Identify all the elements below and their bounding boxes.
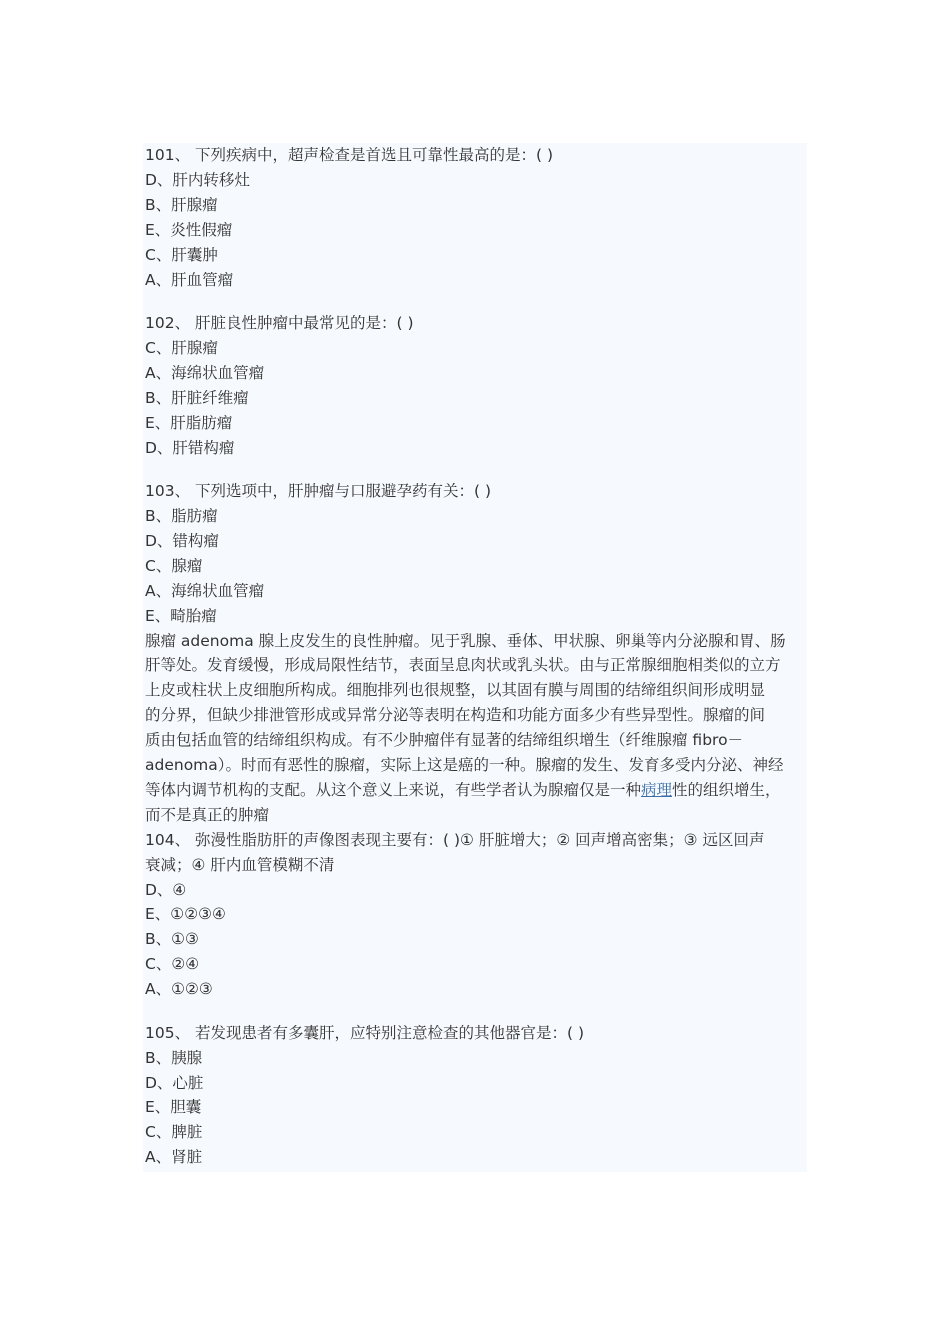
question-stem: 101、 下列疾病中，超声检查是首选且可靠性最高的是：( )	[145, 146, 554, 164]
option: B、脂肪瘤	[145, 506, 218, 525]
option: B、①③	[145, 930, 199, 949]
option: E、炎性假瘤	[145, 220, 233, 239]
option: A、肝血管瘤	[145, 270, 234, 289]
option: C、肝囊肿	[145, 245, 218, 264]
spacer	[145, 1002, 817, 1021]
spacer	[145, 460, 817, 479]
question-102	[145, 311, 817, 460]
question-stem: 102、 肝脏良性肿瘤中最常见的是：( )	[145, 314, 414, 333]
option: A、海绵状血管瘤	[145, 581, 265, 600]
option: C、脾脏	[145, 1123, 203, 1142]
question-104	[145, 828, 817, 1002]
spacer	[145, 292, 817, 311]
option: E、肝脂肪瘤	[145, 413, 233, 432]
option: B、胰腺	[145, 1048, 203, 1067]
pathology-link[interactable]: 病理	[641, 780, 673, 799]
option: B、肝脏纤维瘤	[145, 388, 249, 407]
option: E、畸胎瘤	[145, 606, 217, 625]
explanation-line: 的分界，但缺少排泄管形成或异常分泌等表明在构造和功能方面多少有些异型性。腺瘤的间	[145, 706, 766, 725]
explanation-line	[145, 778, 817, 803]
option: D、心脏	[145, 1073, 204, 1092]
explanation-line: 腺瘤 adenoma 腺上皮发生的良性肿瘤。见于乳腺、垂体、甲状腺、卵巢等内分泌腺和胃、肠	[145, 631, 786, 650]
option: C、②④	[145, 955, 200, 974]
option: B、肝腺瘤	[145, 195, 218, 214]
question-stem: 104、 弥漫性脂肪肝的声像图表现主要有：( )① 肝脏增大；② 回声增高密集；③ 远区回声	[145, 830, 765, 849]
explanation-line: adenoma）。时而有恶性的腺瘤，实际上这是癌的一种。腺瘤的发生、发育多受内分泌、神经	[145, 756, 784, 775]
option: D、肝错构瘤	[145, 438, 235, 457]
option: A、肾脏	[145, 1148, 203, 1167]
explanation-line: 上皮或柱状上皮细胞所构成。细胞排列也很规整，以其固有膜与周围的结缔组织间形成明显	[145, 681, 766, 700]
question-stem: 105、 若发现患者有多囊肝，应特别注意检查的其他器官是：( )	[145, 1023, 585, 1042]
explanation-text: 性的组织增生，	[672, 780, 781, 799]
option: C、腺瘤	[145, 556, 203, 575]
option: E、①②③④	[145, 905, 226, 924]
option: A、海绵状血管瘤	[145, 363, 265, 382]
explanation-line: 而不是真正的肿瘤	[145, 805, 270, 824]
question-103	[145, 479, 817, 628]
option: D、错构瘤	[145, 531, 219, 550]
explanation-line: 质由包括血管的结缔组织构成。有不少肿瘤伴有显著的结缔组织增生（纤维腺瘤 fibro－	[145, 731, 744, 750]
explanation-line: 肝等处。发育缓慢，形成局限性结节，表面呈息肉状或乳头状。由与正常腺细胞相类似的立方	[145, 656, 781, 675]
option: C、肝腺瘤	[145, 338, 218, 357]
question-101	[145, 143, 817, 292]
option: D、④	[145, 880, 187, 899]
document-text	[145, 143, 817, 1170]
option: D、肝内转移灶	[145, 170, 250, 189]
question-105	[145, 1021, 817, 1170]
question-stem: 103、 下列选项中，肝肿瘤与口服避孕药有关：( )	[145, 482, 492, 501]
question-stem-continued: 衰减；④ 肝内血管模糊不清	[145, 855, 335, 874]
option: E、胆囊	[145, 1098, 202, 1117]
explanation-paragraph	[145, 629, 817, 828]
explanation-text: 等体内调节机构的支配。从这个意义上来说，有些学者认为腺瘤仅是一种	[145, 780, 642, 799]
option: A、①②③	[145, 980, 213, 999]
